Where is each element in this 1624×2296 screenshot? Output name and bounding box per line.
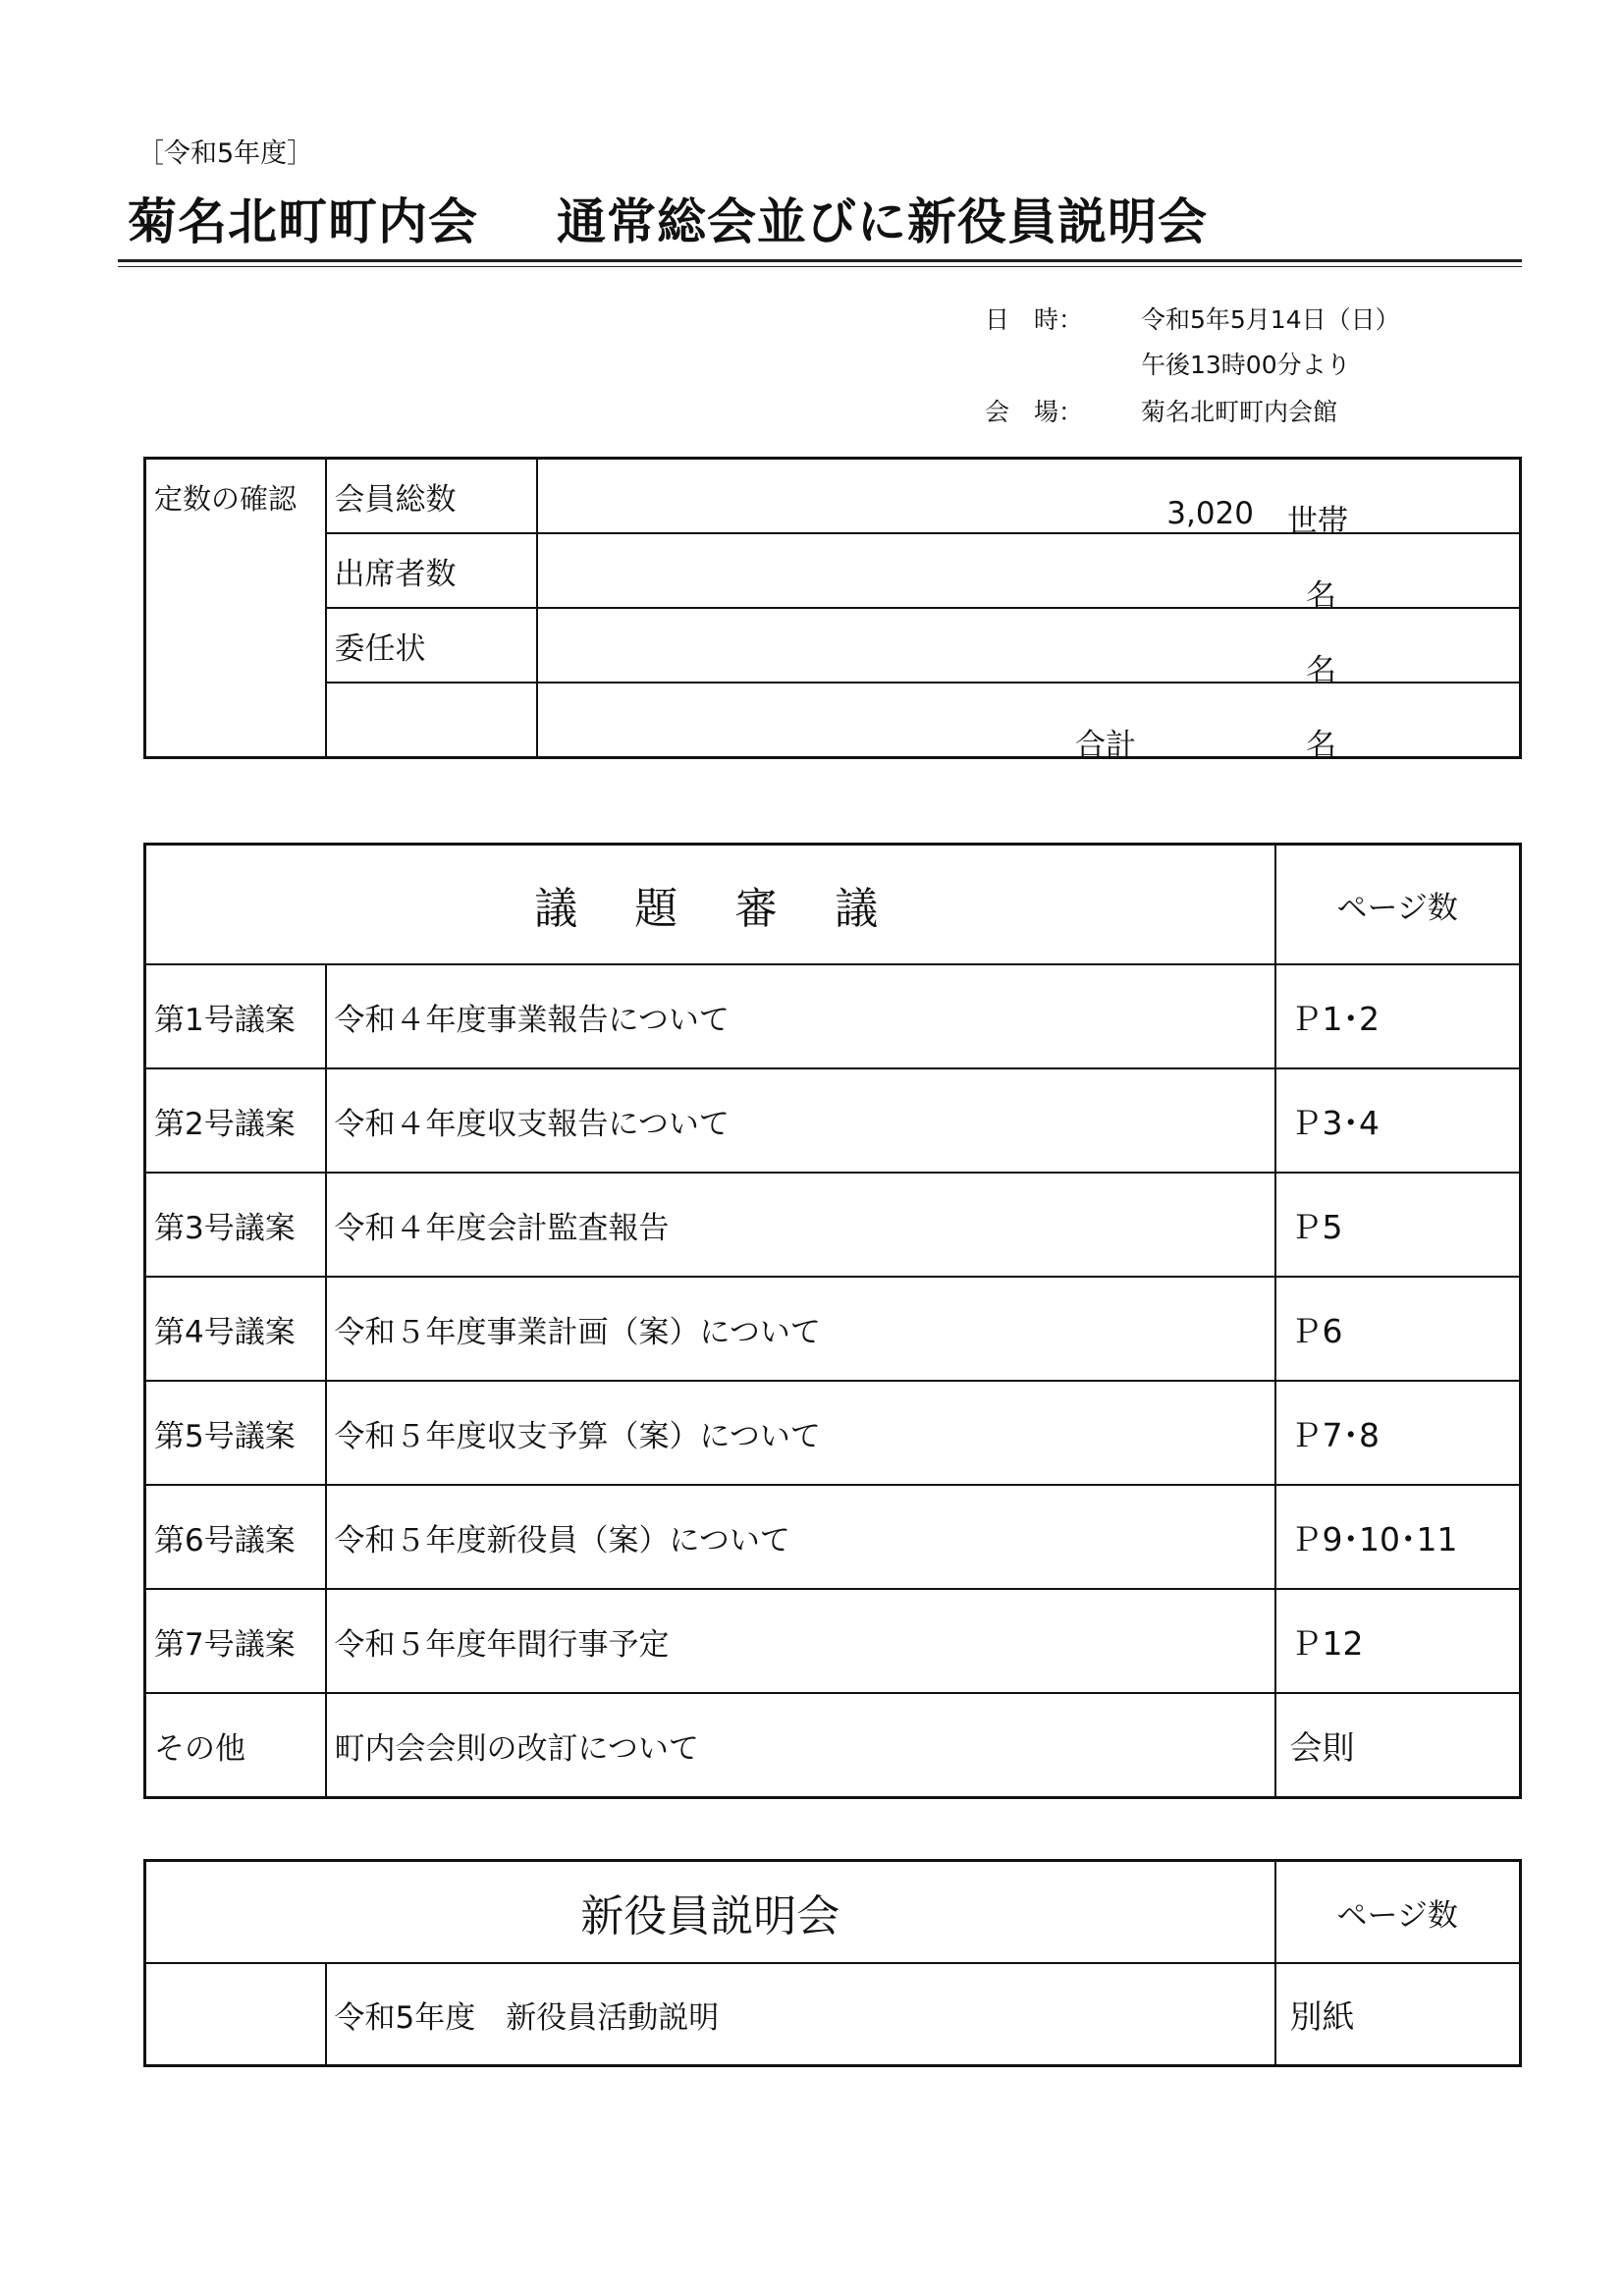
briefing-title: 令和5年度 新役員活動説明 [326, 1963, 1275, 2066]
quorum-value-cell [537, 683, 1521, 763]
agenda-title: 令和５年度事業計画（案）について [326, 1277, 1275, 1381]
briefing-page: 別紙 [1275, 1963, 1521, 2066]
meeting-venue: 菊名北町町内会館 [1141, 398, 1338, 426]
table-row [145, 1693, 1521, 1798]
agenda-number: 第1号議案 [145, 964, 326, 1068]
agenda-title: 令和４年度会計監査報告 [326, 1173, 1275, 1277]
table-row [145, 1381, 1521, 1485]
quorum-value-cell [537, 608, 1521, 688]
agenda-number: 第4号議案 [145, 1277, 326, 1381]
agenda-number: 第6号議案 [145, 1485, 326, 1589]
agenda-title: 町内会会則の改訂について [326, 1693, 1275, 1798]
table-row [145, 1277, 1521, 1381]
briefing-page-header: ページ数 [1275, 1861, 1521, 1964]
quorum-label: 委任状 [326, 608, 537, 683]
title-rule-thin [118, 266, 1522, 267]
agenda-number: その他 [145, 1693, 326, 1798]
year-tag: ［令和5年度］ [137, 138, 314, 169]
briefing-table [143, 1859, 1522, 2067]
datetime-label: 日 時： [985, 305, 1084, 334]
agenda-page: Ｐ3･4 [1275, 1068, 1521, 1173]
table-row [145, 1963, 1521, 2066]
agenda-title: 令和５年度年間行事予定 [326, 1589, 1275, 1693]
quorum-value-cell [537, 533, 1521, 614]
venue-label: 会 場： [985, 398, 1084, 426]
quorum-unit: 世帯 [1287, 504, 1348, 539]
briefing-number [145, 1963, 326, 2066]
table-row [145, 1173, 1521, 1277]
meeting-time: 午後13時00分より [1141, 351, 1351, 379]
agenda-page: Ｐ1･2 [1275, 964, 1521, 1068]
quorum-unit: 名 [1306, 728, 1336, 763]
agenda-page: Ｐ5 [1275, 1173, 1521, 1277]
table-row [145, 964, 1521, 1068]
quorum-unit: 名 [1306, 653, 1336, 688]
agenda-header-row [145, 845, 1521, 965]
briefing-header: 新役員説明会 [145, 1861, 1275, 1964]
title-event: 通常総会並びに新役員説明会 [557, 193, 1208, 250]
quorum-unit: 名 [1306, 578, 1336, 614]
agenda-page: Ｐ12 [1275, 1589, 1521, 1693]
agenda-title: 令和５年度収支予算（案）について [326, 1381, 1275, 1485]
agenda-page-header: ページ数 [1275, 845, 1521, 965]
table-row [145, 683, 1521, 758]
quorum-label: 会員総数 [326, 459, 537, 534]
meeting-date: 令和5年5月14日（日） [1141, 305, 1400, 334]
quorum-label [326, 683, 537, 758]
agenda-page: 会則 [1275, 1693, 1521, 1798]
agenda-header: 議題審議 [145, 845, 1275, 965]
agenda-title: 令和４年度事業報告について [326, 964, 1275, 1068]
quorum-label: 出席者数 [326, 533, 537, 608]
quorum-section-label: 定数の確認 [145, 459, 326, 758]
table-row [145, 1589, 1521, 1693]
agenda-page: Ｐ6 [1275, 1277, 1521, 1381]
table-row [145, 608, 1521, 683]
agenda-page: Ｐ7･8 [1275, 1381, 1521, 1485]
agenda-page: Ｐ9･10･11 [1275, 1485, 1521, 1589]
title-organization: 菊名北町町内会 [128, 193, 478, 250]
quorum-value: 3,020 [1166, 496, 1254, 531]
document-title [128, 183, 1208, 253]
quorum-value-cell [537, 459, 1521, 539]
agenda-table [143, 843, 1522, 1799]
table-row [145, 459, 1521, 534]
table-row [145, 1068, 1521, 1173]
agenda-title: 令和５年度新役員（案）について [326, 1485, 1275, 1589]
table-row [145, 533, 1521, 608]
table-row [145, 1485, 1521, 1589]
quorum-table [143, 457, 1522, 763]
agenda-title: 令和４年度収支報告について [326, 1068, 1275, 1173]
title-rule [118, 259, 1522, 262]
quorum-total-label: 合計 [1075, 728, 1136, 763]
agenda-number: 第2号議案 [145, 1068, 326, 1173]
agenda-number: 第7号議案 [145, 1589, 326, 1693]
briefing-header-row [145, 1861, 1521, 1964]
agenda-number: 第5号議案 [145, 1381, 326, 1485]
agenda-number: 第3号議案 [145, 1173, 326, 1277]
